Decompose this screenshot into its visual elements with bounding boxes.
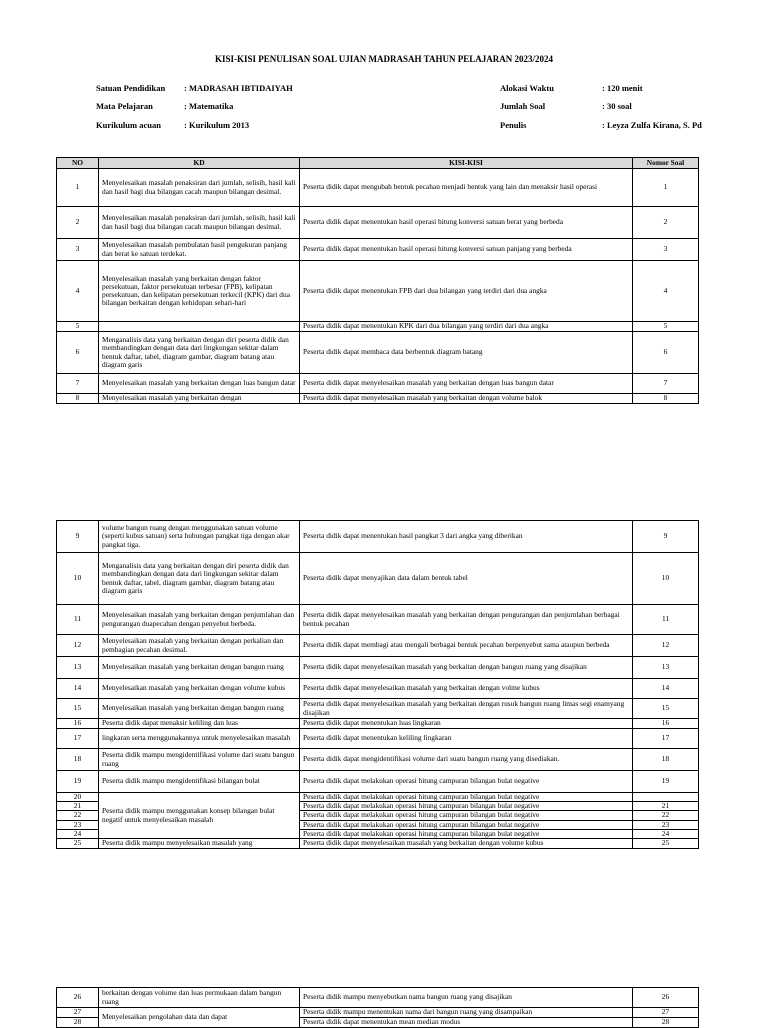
meta-value-penulis: : Leyza Zulfa Kirana, S. Pd: [602, 120, 702, 130]
row-kisi: Peserta didik dapat melakukan operasi hitung campuran bilangan bulat negative: [300, 829, 633, 838]
table-row: [57, 374, 699, 394]
row-kd: Menganalisis data yang berkaitan dengan diri peserta didik dan membandingkan dengan data dari lingkungan sekitar dalam bentuk daftar, tabel, diagram gambar, diagram batang atau diagram garis: [99, 332, 300, 374]
table-row: [57, 793, 699, 802]
row-nomor: 16: [633, 719, 699, 729]
table-row: [57, 988, 699, 1008]
row-kd: Menyelesaikan masalah penaksiran dari jumlah, selisih, hasil kali dan hasil bagi dua bilangan cacah maupun bilangan desimal.: [99, 169, 300, 207]
row-nomor: 8: [633, 394, 699, 404]
row-kisi: Peserta didik dapat menyelesaikan masalah yang berkaitan dengan bangun ruang yang disajikan: [300, 657, 633, 679]
row-kisi: Peserta didik dapat melakukan operasi hitung campuran bilangan bulat negative: [300, 820, 633, 829]
meta-value-satuan: : MADRASAH IBTIDAIYAH: [184, 83, 293, 93]
row-kisi: Peserta didik dapat melakukan operasi hitung campuran bilangan bulat negative: [300, 793, 633, 802]
row-nomor: 6: [633, 332, 699, 374]
meta-value-kurikulum: : Kurikulum 2013: [184, 120, 250, 130]
table-row: [57, 553, 699, 605]
row-nomor: [633, 793, 699, 802]
row-no: 16: [57, 719, 99, 729]
row-nomor: 28: [633, 1018, 699, 1028]
row-kd: volume bangun ruang dengan menggunakan satuan volume (seperti kubus satuan) serta hubungan pangkat tiga dengan akar pangkat tiga.: [99, 521, 300, 553]
row-kisi: Peserta didik dapat melakukan operasi hitung campuran bilangan bulat negative: [300, 802, 633, 811]
row-no: 23: [57, 820, 99, 829]
row-kisi: Peserta didik dapat menentukan FPB dari dua bilangan yang terdiri dari dua angka: [300, 261, 633, 322]
row-nomor: 4: [633, 261, 699, 322]
row-no: 22: [57, 811, 99, 820]
row-no: 9: [57, 521, 99, 553]
table-row: [57, 679, 699, 699]
row-no: 25: [57, 839, 99, 849]
meta-label-jumlah: Jumlah Soal: [500, 101, 546, 111]
row-nomor: 11: [633, 605, 699, 635]
row-kd: Menyelesaikan masalah yang berkaitan dengan bangun ruang: [99, 657, 300, 679]
row-kd: lingkaran serta menggunakannya untuk menyelesaikan masalah: [99, 729, 300, 749]
row-kd: Menyelesaikan masalah yang berkaitan dengan faktor persekutuan, faktor persekutuan terbesar (FPB), kelipatan persekutuan, dan kelipatan persekutuan terkecil (KPK) dari dua bilangan berkaitan dengan kehidupan sehari-hari: [99, 261, 300, 322]
row-nomor: 21: [633, 802, 699, 811]
table-row: [57, 261, 699, 322]
table-row: [57, 749, 699, 771]
row-kisi: Peserta didik dapat mengubah bentuk pecahan menjadi bentuk yang lain dan menaksir hasil operasi: [300, 169, 633, 207]
row-kd: Menyelesaikan masalah yang berkaitan dengan volume kubus: [99, 679, 300, 699]
row-no: 20: [57, 793, 99, 802]
row-kd: Menyelesaikan masalah pembulatan hasil pengukuran panjang dan berat ke satuan terdekat.: [99, 239, 300, 261]
row-no: 5: [57, 322, 99, 332]
kisi-kisi-table-page3: [56, 987, 699, 1028]
row-kisi: Peserta didik dapat menentukan KPK dari dua bilangan yang terdiri dari dua angka: [300, 322, 633, 332]
meta-value-jumlah: : 30 soal: [602, 101, 632, 111]
row-kd: Menyelesaikan masalah yang berkaitan dengan bangun ruang: [99, 699, 300, 719]
row-kisi: Peserta didik dapat menentukan mean median modus: [300, 1018, 633, 1028]
row-nomor: 9: [633, 521, 699, 553]
row-nomor: 18: [633, 749, 699, 771]
row-kd: berkaitan dengan volume dan luas permukaan dalam bangun ruang: [99, 988, 300, 1008]
table-row: [57, 729, 699, 749]
row-no: 27: [57, 1008, 99, 1018]
row-kisi: Peserta didik mampu menentukan nama dari bangun ruang yang disampaikan: [300, 1008, 633, 1018]
row-kd: Menyelesaikan masalah yang berkaitan dengan penjumlahan dan pengurangan duapecahan dengan penyebut berbeda.: [99, 605, 300, 635]
row-kisi: Peserta didik dapat menyajikan data dalam bentuk tabel: [300, 553, 633, 605]
row-nomor: 22: [633, 811, 699, 820]
row-kd: Menyelesaikan masalah yang berkaitan dengan: [99, 394, 300, 404]
row-no: 6: [57, 332, 99, 374]
table-row: [57, 322, 699, 332]
row-no: 18: [57, 749, 99, 771]
header-kisi-kisi: KISI-KISI: [300, 158, 633, 169]
row-kd: Menganalisis data yang berkaitan dengan diri peserta didik dan membandingkan dengan data dari lingkungan sekitar dalam bentuk daftar, tabel, diagram gambar, diagram batang atau diagram garis: [99, 553, 300, 605]
row-kd: Menyelesaikan masalah yang berkaitan dengan perkalian dan pembagian pecahan desimal.: [99, 635, 300, 657]
row-no: 15: [57, 699, 99, 719]
row-kisi: Peserta didik dapat menyelesaikan masalah yang berkaitan dengan luas bangun datar: [300, 374, 633, 394]
row-kd: Peserta didik mampu mengidentifikasi bilangan bulat: [99, 771, 300, 793]
row-kisi: Peserta didik dapat membagi atau mengali berbagai bentuk pecahan berpenyebut sama ataupun berbeda: [300, 635, 633, 657]
meta-value-alokasi: : 120 menit: [602, 83, 643, 93]
meta-label-alokasi: Alokasi Waktu: [500, 83, 554, 93]
row-kd: Menyelesaikan pengolahan data dan dapat: [99, 1008, 300, 1028]
row-no: 24: [57, 829, 99, 838]
row-nomor: 2: [633, 207, 699, 239]
row-no: 21: [57, 802, 99, 811]
document-title: KISI-KISI PENULISAN SOAL UJIAN MADRASAH TAHUN PELAJARAN 2023/2024: [215, 54, 553, 64]
row-kd: [99, 322, 300, 332]
table-row: [57, 657, 699, 679]
row-kd: Peserta didik mampu mengidentifikasi volume dari suatu bangun ruang: [99, 749, 300, 771]
row-no: 10: [57, 553, 99, 605]
row-nomor: 1: [633, 169, 699, 207]
row-no: 2: [57, 207, 99, 239]
meta-label-satuan: Satuan Pendidikan: [96, 83, 166, 93]
row-nomor: 19: [633, 771, 699, 793]
table-row: [57, 719, 699, 729]
row-no: 26: [57, 988, 99, 1008]
row-kisi: Peserta didik dapat menyelesaikan masalah yang berkaitan dengan volme kubus: [300, 679, 633, 699]
row-no: 28: [57, 1018, 99, 1028]
row-nomor: 12: [633, 635, 699, 657]
kisi-kisi-table-page1: [56, 157, 699, 404]
row-no: 19: [57, 771, 99, 793]
row-kisi: Peserta didik dapat menyelesaikan masalah yang berkaitan dengan rusuk bangun ruang limas segi enamyang disajikan: [300, 699, 633, 719]
kisi-kisi-table-page2: [56, 520, 699, 849]
row-nomor: 17: [633, 729, 699, 749]
row-kisi: Peserta didik mampu menyebutkan nama bangun ruang yang disajikan: [300, 988, 633, 1008]
row-kisi: Peserta didik dapat melakukan operasi hitung campuran bilangan bulat negative: [300, 771, 633, 793]
row-no: 17: [57, 729, 99, 749]
meta-label-kurikulum: Kurikulum acuan: [96, 120, 161, 130]
table-row: [57, 169, 699, 207]
table-row: [57, 771, 699, 793]
row-no: 1: [57, 169, 99, 207]
table-row: [57, 394, 699, 404]
row-no: 11: [57, 605, 99, 635]
table-header-row: [57, 158, 699, 169]
row-nomor: 26: [633, 988, 699, 1008]
row-kisi: Peserta didik dapat menentukan luas lingkaran: [300, 719, 633, 729]
row-kd: Menyelesaikan masalah penaksiran dari jumlah, selisih, hasil kali dan hasil bagi dua bilangan cacah maupun bilangan desimal.: [99, 207, 300, 239]
row-no: 14: [57, 679, 99, 699]
table-row: [57, 605, 699, 635]
row-nomor: 3: [633, 239, 699, 261]
table-row: [57, 699, 699, 719]
row-nomor: 13: [633, 657, 699, 679]
table-row: [57, 1008, 699, 1018]
row-kd: Peserta didik dapat menaksir keliling dan luas: [99, 719, 300, 729]
header-no: NO: [57, 158, 99, 169]
row-no: 4: [57, 261, 99, 322]
row-kisi: Peserta didik dapat membaca data berbentuk diagram batang: [300, 332, 633, 374]
header-kd: KD: [99, 158, 300, 169]
row-kisi: Peserta didik dapat menyelesaikan masalah yang berkaitan dengan pengurangan dan penjumlahan berbagai bentuk pecahan: [300, 605, 633, 635]
row-kisi: Peserta didik dapat menyelesaikan masalah yang berkaitan dengan volume kubus: [300, 839, 633, 849]
row-no: 7: [57, 374, 99, 394]
row-kd: Menyelesaikan masalah yang berkaitan dengan luas bangun datar: [99, 374, 300, 394]
row-kisi: Peserta didik dapat menentukan hasil pangkat 3 dari angka yang diberikan: [300, 521, 633, 553]
row-nomor: 15: [633, 699, 699, 719]
row-kisi: Peserta didik dapat menentukan keliling lingkaran: [300, 729, 633, 749]
table-row: [57, 239, 699, 261]
row-nomor: 27: [633, 1008, 699, 1018]
meta-value-mapel: : Matematika: [184, 101, 234, 111]
row-nomor: 7: [633, 374, 699, 394]
row-kisi: Peserta didik dapat menyelesaikan masalah yang berkaitan dengan volume balok: [300, 394, 633, 404]
row-no: 3: [57, 239, 99, 261]
table-row: [57, 521, 699, 553]
row-nomor: 5: [633, 322, 699, 332]
row-nomor: 25: [633, 839, 699, 849]
row-kisi: Peserta didik dapat melakukan operasi hitung campuran bilangan bulat negative: [300, 811, 633, 820]
table-row: [57, 332, 699, 374]
row-nomor: 24: [633, 829, 699, 838]
row-kisi: Peserta didik dapat menentukan hasil operasi hitung konversi satuan berat yang berbeda: [300, 207, 633, 239]
row-kd-merged: Peserta didik mampu menggunakan konsep bilangan bulat negatif untuk menyelesaikan masalah: [99, 793, 300, 839]
table-row: [57, 839, 699, 849]
row-no: 13: [57, 657, 99, 679]
row-nomor: 14: [633, 679, 699, 699]
row-kisi: Peserta didik dapat menentukan hasil operasi hitung konversi satuan panjang yang berbeda: [300, 239, 633, 261]
table-row: [57, 207, 699, 239]
row-no: 12: [57, 635, 99, 657]
meta-label-mapel: Mata Pelajaran: [96, 101, 153, 111]
row-nomor: 23: [633, 820, 699, 829]
row-kd: Peserta didik mampu menyelesaikan masalah yang: [99, 839, 300, 849]
header-nomor-soal: Nomor Soal: [633, 158, 699, 169]
table-row: [57, 635, 699, 657]
row-nomor: 10: [633, 553, 699, 605]
meta-label-penulis: Penulis: [500, 120, 527, 130]
row-kisi: Peserta didik dapat mengidentifikasi volume dari suatu bangun ruang yang disediakan.: [300, 749, 633, 771]
row-no: 8: [57, 394, 99, 404]
